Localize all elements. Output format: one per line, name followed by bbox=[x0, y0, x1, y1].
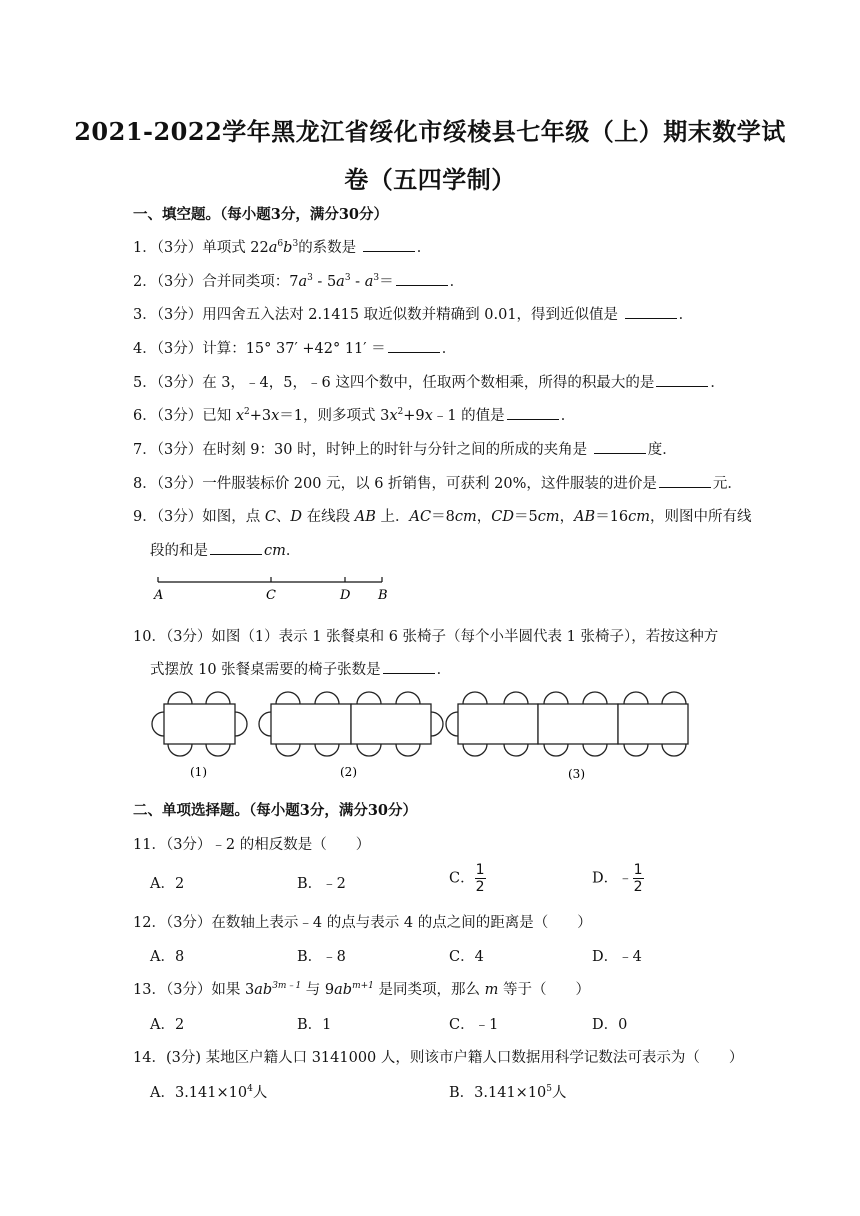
q13-option-d: D．0 bbox=[592, 1017, 628, 1033]
question-9: 9．（3分）如图，点 C、D 在线段 AB 上．AC＝8cm，CD＝5cm，AB＝16cm，则图中所有线 bbox=[133, 509, 752, 525]
answer-blank bbox=[656, 374, 708, 387]
answer-blank bbox=[388, 340, 440, 353]
answer-blank bbox=[383, 661, 435, 674]
question-11: 11．（3分）﹣2 的相反数是（ ） bbox=[133, 837, 371, 853]
question-13: 13．（3分）如果 $3ab^{3m﹣1}$ 与 $9ab^{m+1}$ 是同类项，那么 m 等于（ ） bbox=[133, 981, 590, 998]
label-c: C bbox=[266, 588, 276, 602]
section-choice-heading: 二、单项选择题。（每小题3分，满分30分） bbox=[133, 802, 418, 819]
question-3: 3．（3分）用四舍五入法对 2.1415 取近似数并精确到 0.01，得到近似值是 ． bbox=[133, 307, 694, 323]
question-2: 2．（3分）合并同类项：$7a^3 - 5a^3 - a^3=$ ． bbox=[133, 273, 465, 290]
exam-title-line2: 卷（五四学制） bbox=[344, 165, 516, 194]
fraction-one-half: $\frac{1}{2}$ bbox=[475, 862, 485, 895]
q12-option-a: A．8 bbox=[150, 949, 185, 965]
answer-blank bbox=[396, 273, 448, 286]
q13-option-b: B．1 bbox=[297, 1017, 332, 1033]
figure-3-label: (3) bbox=[568, 767, 585, 781]
segment-figure bbox=[150, 572, 400, 602]
question-1: 1．（3分）单项式 $22a^6b^3$的系数是 ． bbox=[133, 239, 432, 256]
question-12: 12．（3分）在数轴上表示﹣4 的点与表示 4 的点之间的距离是（ ） bbox=[133, 915, 592, 931]
question-10-cont: 式摆放 10 张餐桌需要的椅子张数是 ． bbox=[150, 662, 452, 678]
figure-1-label: (1) bbox=[190, 765, 207, 779]
answer-blank bbox=[507, 407, 559, 420]
q14-option-a: A．$3.141\times 10^4$人 bbox=[150, 1084, 268, 1101]
figure-2-table-set bbox=[259, 692, 443, 756]
q13-option-a: A．2 bbox=[150, 1017, 185, 1033]
q11-option-c: C． $\frac{1}{2}$ bbox=[449, 862, 485, 895]
q11-option-b: B．﹣2 bbox=[297, 876, 346, 892]
answer-blank bbox=[594, 441, 646, 454]
question-6: 6．（3分）已知 $x^2+3x=1$，则多项式 $3x^2+9x﹣1$ 的值是 ． bbox=[133, 407, 576, 424]
section-fill-in-heading: 一、填空题。（每小题3分，满分30分） bbox=[133, 206, 389, 223]
question-7: 7．（3分）在时刻 9：30 时，时钟上的时针与分针之间的所成的夹角是 度． bbox=[133, 442, 677, 458]
label-b: B bbox=[378, 588, 388, 602]
answer-blank bbox=[659, 475, 711, 488]
question-4: 4．（3分）计算：15° 37′ +42° 11′ ＝ ． bbox=[133, 341, 457, 357]
q12-option-b: B．﹣8 bbox=[297, 949, 346, 965]
q11-option-d: D．﹣ $\frac{1}{2}$ bbox=[592, 862, 643, 895]
q11-option-a: A．2 bbox=[150, 876, 185, 892]
tables-chairs-figure bbox=[150, 688, 690, 788]
q12-option-c: C．4 bbox=[449, 949, 484, 965]
exam-title-line1: 2021-2022学年黑龙江省绥化市绥棱县七年级（上）期末数学试 bbox=[74, 117, 786, 146]
answer-blank bbox=[210, 542, 262, 555]
label-d: D bbox=[340, 588, 351, 602]
fraction-one-half: $\frac{1}{2}$ bbox=[633, 862, 643, 895]
figure-3-table-set bbox=[446, 692, 688, 756]
question-14: 14．(3分) 某地区户籍人口 3141000 人，则该市户籍人口数据用科学记数法可表示为（ ） bbox=[133, 1050, 744, 1066]
figure-2-label: (2) bbox=[340, 765, 357, 779]
question-9-cont: 段的和是 cm． bbox=[150, 543, 301, 559]
answer-blank bbox=[625, 306, 677, 319]
q14-option-b: B．$3.141\times 10^5$人 bbox=[449, 1084, 567, 1101]
answer-blank bbox=[363, 239, 415, 252]
figure-1-table-set bbox=[152, 692, 247, 756]
question-10: 10．（3分）如图（1）表示 1 张餐桌和 6 张椅子（每个小半圆代表 1 张椅子），若按这种方 bbox=[133, 629, 719, 645]
q12-option-d: D．﹣4 bbox=[592, 949, 642, 965]
question-8: 8．（3分）一件服装标价 200 元，以 6 折销售，可获利 20%，这件服装的进价是 元． bbox=[133, 476, 742, 492]
label-a: A bbox=[154, 588, 164, 602]
question-5: 5．（3分）在 3，﹣4，5，﹣6 这四个数中，任取两个数相乘，所得的积最大的是 ． bbox=[133, 375, 725, 391]
q13-option-c: C．﹣1 bbox=[449, 1017, 499, 1033]
